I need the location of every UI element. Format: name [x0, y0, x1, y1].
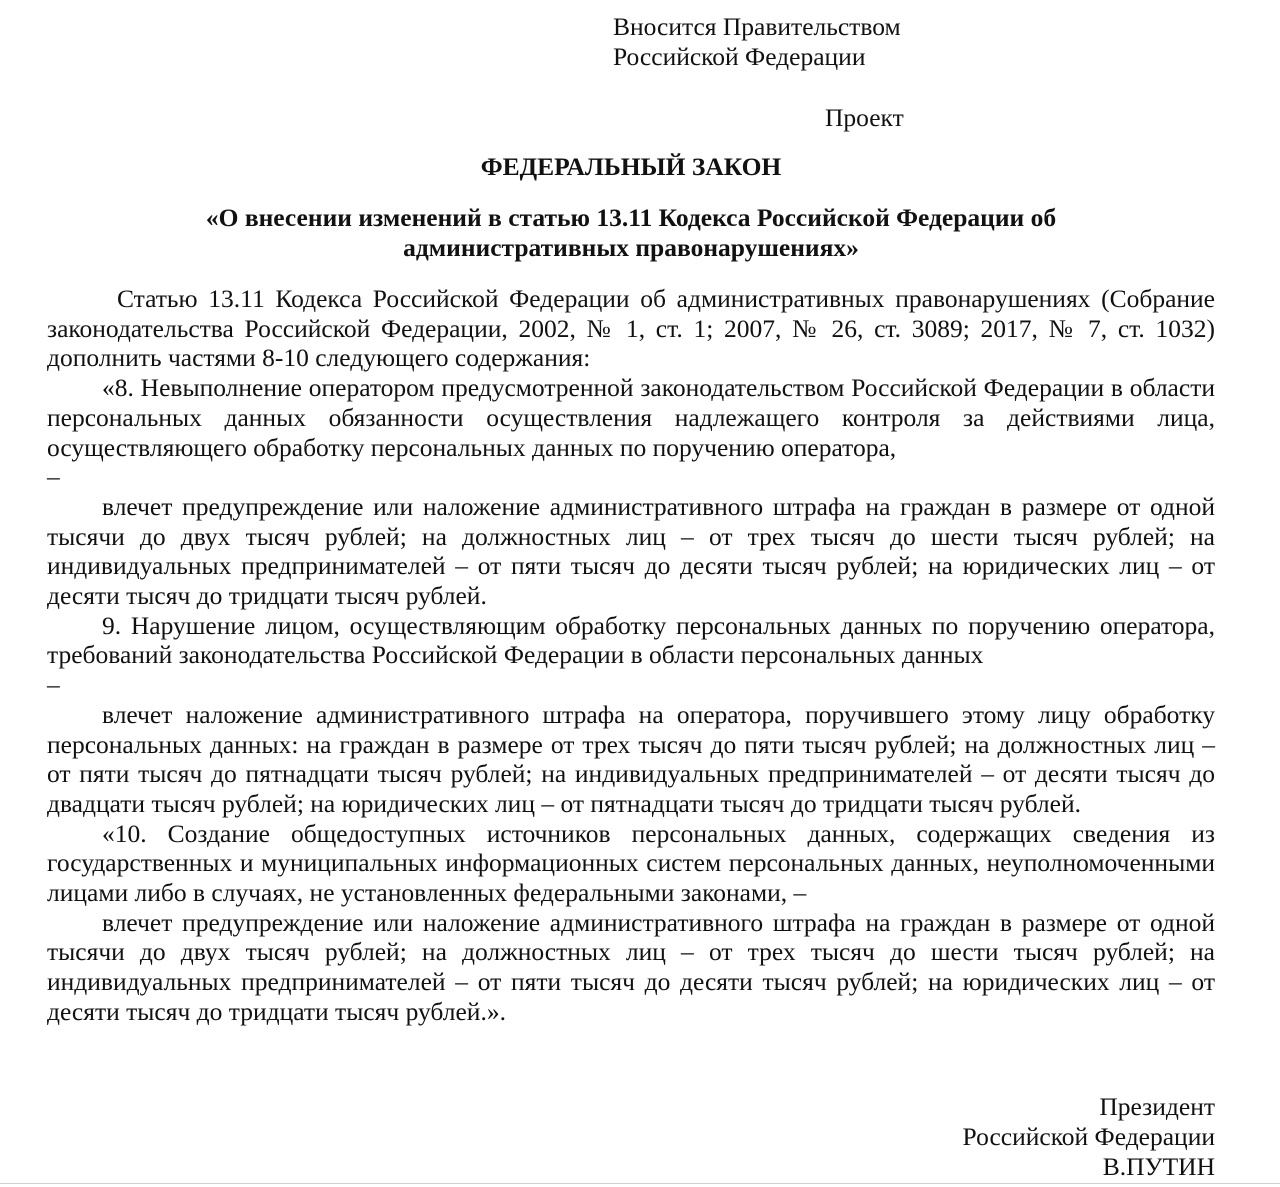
- law-type-heading: ФЕДЕРАЛЬНЫЙ ЗАКОН: [480, 152, 782, 181]
- part8-offense-paragraph: «8. Невыполнение оператором предусмотренной законодательством Российской Федерации в области персональных данных обязанности осуществления надлежащего контроля за действиями лица, осуществляющего обработку персональных данных по поручению оператора,: [47, 373, 1215, 462]
- signature-name: В.ПУТИН: [1102, 1152, 1215, 1181]
- part8-penalty-paragraph: влечет предупреждение или наложение административного штрафа на граждан в размере от одной тысячи до двух тысяч рублей; на должностных лиц – от трех тысяч до шести тысяч рублей; на индивидуальных предпринимателей – от пяти тысяч до десяти тысяч рублей; на юридических лиц – от десяти тысяч до тридцати тысяч рублей.: [47, 491, 1215, 611]
- law-body: [47, 284, 1215, 1027]
- part10-offense-paragraph: «10. Создание общедоступных источников персональных данных, содержащих сведения из государственных и муниципальных информационных систем персональных данных, неуполномоченными лицами либо в случаях, не установленных федеральными законами, –: [47, 818, 1215, 908]
- signature-block: [963, 1092, 1215, 1182]
- part9-dash: –: [47, 670, 60, 700]
- law-title: «О внесении изменений в статью 13.11 Кодекса Российской Федерации об административных правонарушениях»: [205, 203, 1057, 262]
- part9-penalty-paragraph: влечет наложение административного штрафа на оператора, поручившего этому лицу обработку персональных данных: на граждан в размере от трех тысяч до пяти тысяч рублей; на должностных лиц – от пяти тысяч до пятнадцати тысяч рублей; на индивидуальных предпринимателей – от десяти тысяч до двадцати тысяч рублей; на юридических лиц – от пятнадцати тысяч до тридцати тысяч рублей.: [47, 699, 1215, 818]
- introduced-by-line2: Российской Федерации: [613, 42, 866, 71]
- introduced-by-line1: Вносится Правительством: [613, 12, 901, 41]
- signature-title: Президент: [1099, 1092, 1215, 1121]
- draft-label: Проект: [825, 103, 904, 132]
- introduced-by-block: [613, 12, 1213, 72]
- part9-offense-paragraph: 9. Нарушение лицом, осуществляющим обработку персональных данных по поручению оператора, требований законодательства Российской Федерации в области персональных данных: [47, 610, 1215, 670]
- page-bottom-rule: [0, 1183, 1280, 1184]
- signature-country: Российской Федерации: [962, 1122, 1215, 1151]
- part10-penalty-paragraph: влечет предупреждение или наложение административного штрафа на граждан в размере от одной тысячи до двух тысяч рублей; на должностных лиц – от трех тысяч до шести тысяч рублей; на индивидуальных предпринимателей – от пяти тысяч до десяти тысяч рублей; на юридических лиц – от десяти тысяч до тридцати тысяч рублей.».: [47, 907, 1215, 1026]
- part8-dash: –: [47, 462, 60, 492]
- intro-paragraph: Статью 13.11 Кодекса Российской Федерации об административных правонарушениях (Собрание законодательства Российской Федерации, 2002, № 1, ст. 1; 2007, № 26, ст. 3089; 2017, № 7, ст. 1032) дополнить частями 8-10 следующего содержания:: [47, 284, 1215, 373]
